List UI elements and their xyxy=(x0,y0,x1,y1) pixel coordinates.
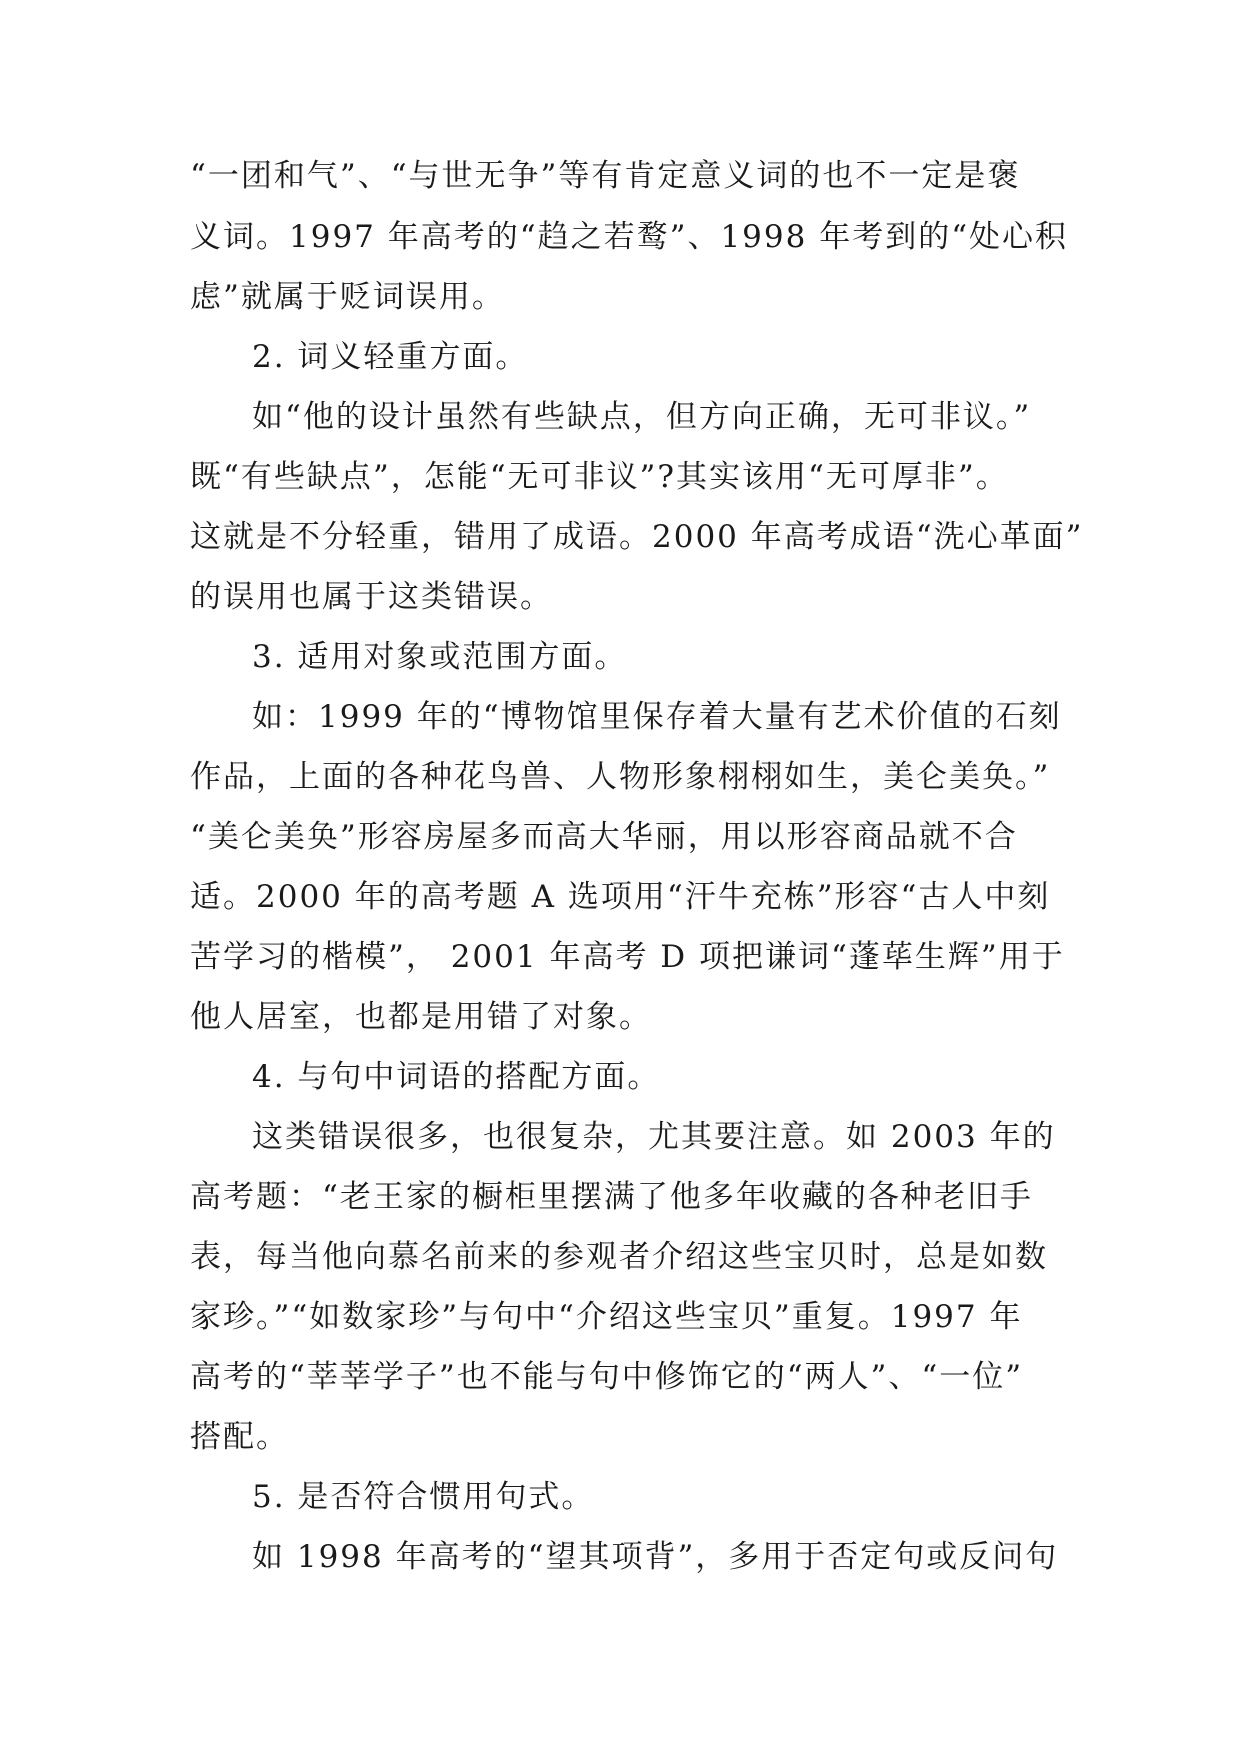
text-line: 如：1999 年的“博物馆里保存着大量有艺术价值的石刻 xyxy=(252,699,1062,735)
text-line: 如“他的设计虽然有些缺点，但方向正确，无可非议。” xyxy=(252,399,1032,435)
text-line: 苦学习的楷模”， 2001 年高考 D 项把谦词“蓬荜生辉”用于 xyxy=(190,939,1065,975)
text-line: 既“有些缺点”，怎能“无可非议”?其实该用“无可厚非”。 xyxy=(190,459,1009,495)
text-line: 搭配。 xyxy=(190,1419,289,1455)
text-line: 这类错误很多，也很复杂，尤其要注意。如 2003 年的 xyxy=(252,1119,1056,1155)
section-heading: 4. 与句中词语的搭配方面。 xyxy=(252,1059,661,1095)
text-line: 适。2000 年的高考题 A 选项用“汗牛充栋”形容“古人中刻 xyxy=(190,879,1051,915)
text-line: 高考的“莘莘学子”也不能与句中修饰它的“两人”、“一位” xyxy=(190,1359,1024,1395)
text-line: 他人居室，也都是用错了对象。 xyxy=(190,999,652,1035)
text-line: 作品，上面的各种花鸟兽、人物形象栩栩如生，美仑美奂。” xyxy=(190,759,1051,795)
text-line: 义词。1997 年高考的“趋之若鹜”、1998 年考到的“处心积 xyxy=(190,219,1069,255)
section-heading: 5. 是否符合惯用句式。 xyxy=(252,1479,595,1515)
text-line: 家珍。”“如数家珍”与句中“介绍这些宝贝”重复。1997 年 xyxy=(190,1299,1023,1335)
text-line: 如 1998 年高考的“望其项背”，多用于否定句或反问句 xyxy=(252,1539,1059,1575)
text-line: “一团和气”、“与世无争”等有肯定意义词的也不一定是褒 xyxy=(190,158,1021,194)
section-heading: 3. 适用对象或范围方面。 xyxy=(252,639,628,675)
text-line: 这就是不分轻重，错用了成语。2000 年高考成语“洗心革面” xyxy=(190,519,1084,555)
section-heading: 2. 词义轻重方面。 xyxy=(252,339,529,375)
text-line: 高考题：“老王家的橱柜里摆满了他多年收藏的各种老旧手 xyxy=(190,1179,1033,1215)
text-line: 虑”就属于贬词误用。 xyxy=(190,279,505,315)
text-line: 表，每当他向慕名前来的参观者介绍这些宝贝时，总是如数 xyxy=(190,1239,1048,1275)
text-line: “美仑美奂”形容房屋多而高大华丽，用以形容商品就不合 xyxy=(190,819,1018,855)
text-line: 的误用也属于这类错误。 xyxy=(190,579,553,615)
